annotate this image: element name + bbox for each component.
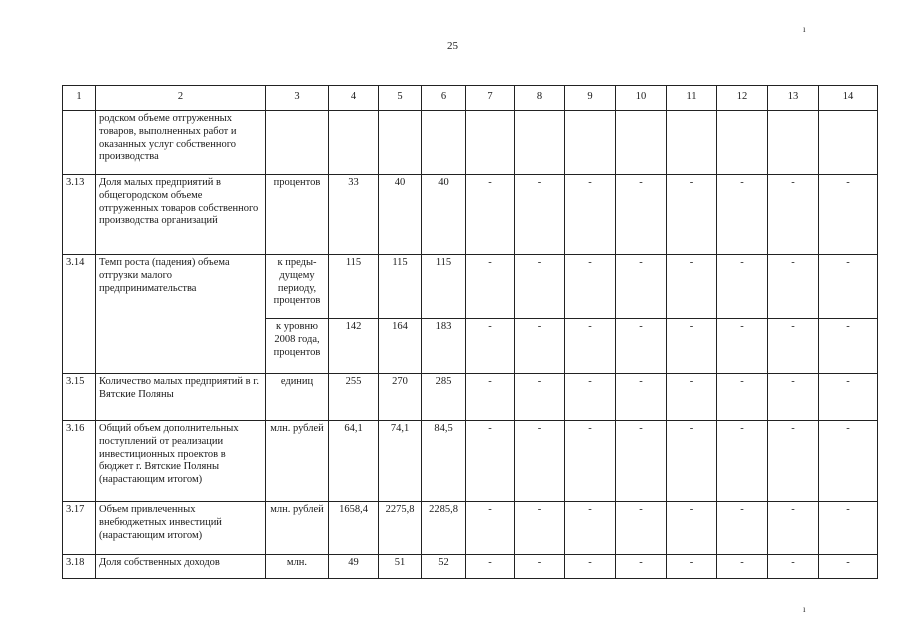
value-cell: - bbox=[466, 555, 515, 579]
value-cell: 1658,4 bbox=[329, 502, 379, 555]
value-cell: - bbox=[717, 555, 768, 579]
value-cell: - bbox=[515, 555, 565, 579]
value-cell: - bbox=[515, 421, 565, 502]
value-cell: - bbox=[565, 555, 616, 579]
value-cell: - bbox=[466, 374, 515, 421]
value-cell: - bbox=[565, 374, 616, 421]
value-cell: 52 bbox=[422, 555, 466, 579]
table-row bbox=[63, 255, 878, 319]
value-cell: - bbox=[515, 319, 565, 374]
row-number bbox=[63, 111, 96, 175]
value-cell bbox=[466, 111, 515, 175]
value-cell: - bbox=[515, 255, 565, 319]
value-cell: - bbox=[717, 421, 768, 502]
value-cell: 115 bbox=[422, 255, 466, 319]
row-label: Доля малых предприятий в общегородском объеме отгруженных товаров собственного производства организаций bbox=[96, 175, 266, 255]
row-number: 3.14 bbox=[63, 255, 96, 374]
column-header: 11 bbox=[667, 86, 717, 111]
value-cell: - bbox=[768, 421, 819, 502]
value-cell: - bbox=[466, 502, 515, 555]
value-cell: 255 bbox=[329, 374, 379, 421]
column-header: 6 bbox=[422, 86, 466, 111]
value-cell: - bbox=[819, 255, 878, 319]
value-cell: - bbox=[819, 421, 878, 502]
column-header: 14 bbox=[819, 86, 878, 111]
row-unit: процентов bbox=[266, 175, 329, 255]
value-cell: - bbox=[616, 555, 667, 579]
table-row bbox=[63, 502, 878, 555]
row-label: Общий объем дополнительных поступлений от реализации инвестиционных проектов в бюджет г. Вятские Поляны (нарастающим итогом) bbox=[96, 421, 266, 502]
column-header: 4 bbox=[329, 86, 379, 111]
value-cell: 2275,8 bbox=[379, 502, 422, 555]
value-cell: - bbox=[717, 502, 768, 555]
value-cell: - bbox=[565, 175, 616, 255]
column-header: 13 bbox=[768, 86, 819, 111]
row-number: 3.13 bbox=[63, 175, 96, 255]
value-cell: - bbox=[819, 555, 878, 579]
column-header: 3 bbox=[266, 86, 329, 111]
value-cell bbox=[515, 111, 565, 175]
value-cell: 40 bbox=[379, 175, 422, 255]
indicators-table bbox=[62, 85, 878, 579]
row-unit bbox=[266, 111, 329, 175]
column-header: 8 bbox=[515, 86, 565, 111]
value-cell: 115 bbox=[329, 255, 379, 319]
value-cell: - bbox=[466, 319, 515, 374]
column-header: 1 bbox=[63, 86, 96, 111]
value-cell: - bbox=[768, 502, 819, 555]
value-cell: - bbox=[819, 175, 878, 255]
value-cell: 64,1 bbox=[329, 421, 379, 502]
row-label: родском объеме отгруженных товаров, выполненных работ и оказанных услуг собственного производства bbox=[96, 111, 266, 175]
value-cell: - bbox=[819, 374, 878, 421]
value-cell: - bbox=[616, 175, 667, 255]
value-cell bbox=[329, 111, 379, 175]
value-cell: - bbox=[717, 319, 768, 374]
value-cell: - bbox=[768, 319, 819, 374]
value-cell: 40 bbox=[422, 175, 466, 255]
row-number: 3.17 bbox=[63, 502, 96, 555]
value-cell: 74,1 bbox=[379, 421, 422, 502]
value-cell: - bbox=[616, 255, 667, 319]
page-number: 25 bbox=[447, 40, 458, 52]
value-cell bbox=[422, 111, 466, 175]
value-cell: - bbox=[667, 374, 717, 421]
value-cell: 115 bbox=[379, 255, 422, 319]
value-cell bbox=[717, 111, 768, 175]
row-unit: млн. bbox=[266, 555, 329, 579]
value-cell: 33 bbox=[329, 175, 379, 255]
value-cell: 285 bbox=[422, 374, 466, 421]
value-cell: - bbox=[768, 255, 819, 319]
value-cell: - bbox=[717, 255, 768, 319]
column-header: 10 bbox=[616, 86, 667, 111]
value-cell bbox=[379, 111, 422, 175]
row-unit: единиц bbox=[266, 374, 329, 421]
value-cell bbox=[768, 111, 819, 175]
table-header-row bbox=[63, 86, 878, 111]
value-cell bbox=[616, 111, 667, 175]
column-header: 5 bbox=[379, 86, 422, 111]
value-cell: - bbox=[667, 175, 717, 255]
table-row bbox=[63, 111, 878, 175]
row-label: Доля собственных доходов bbox=[96, 555, 266, 579]
row-unit: млн. рублей bbox=[266, 421, 329, 502]
value-cell: - bbox=[616, 374, 667, 421]
table-row bbox=[63, 555, 878, 579]
row-number: 3.15 bbox=[63, 374, 96, 421]
row-label: Темп роста (падения) объема отгрузки малого предпринимательства bbox=[96, 255, 266, 374]
value-cell bbox=[819, 111, 878, 175]
value-cell: - bbox=[717, 175, 768, 255]
column-header: 9 bbox=[565, 86, 616, 111]
row-label: Количество малых предприятий в г. Вятские Поляны bbox=[96, 374, 266, 421]
value-cell: - bbox=[819, 319, 878, 374]
row-unit: к преды-дущему периоду, процентов bbox=[266, 255, 329, 319]
value-cell: - bbox=[667, 319, 717, 374]
value-cell: - bbox=[565, 319, 616, 374]
table-row bbox=[63, 175, 878, 255]
column-header: 12 bbox=[717, 86, 768, 111]
row-label: Объем привлеченных внебюджетных инвестиций (нарастающим итогом) bbox=[96, 502, 266, 555]
value-cell bbox=[565, 111, 616, 175]
value-cell: - bbox=[819, 502, 878, 555]
value-cell: 51 bbox=[379, 555, 422, 579]
value-cell: - bbox=[667, 555, 717, 579]
row-number: 3.16 bbox=[63, 421, 96, 502]
value-cell: - bbox=[717, 374, 768, 421]
row-number: 3.18 bbox=[63, 555, 96, 579]
value-cell: - bbox=[667, 255, 717, 319]
scan-speck: ı bbox=[803, 24, 806, 34]
value-cell: - bbox=[515, 502, 565, 555]
row-unit: млн. рублей bbox=[266, 502, 329, 555]
value-cell: - bbox=[616, 502, 667, 555]
value-cell: - bbox=[768, 555, 819, 579]
value-cell: 49 bbox=[329, 555, 379, 579]
value-cell: - bbox=[515, 374, 565, 421]
value-cell: - bbox=[667, 421, 717, 502]
value-cell: 164 bbox=[379, 319, 422, 374]
value-cell: - bbox=[515, 175, 565, 255]
value-cell: - bbox=[667, 502, 717, 555]
value-cell: - bbox=[565, 255, 616, 319]
value-cell bbox=[667, 111, 717, 175]
row-unit: к уровню 2008 года, процентов bbox=[266, 319, 329, 374]
value-cell: - bbox=[768, 374, 819, 421]
column-header: 2 bbox=[96, 86, 266, 111]
scan-speck: ı bbox=[803, 604, 806, 614]
value-cell: - bbox=[466, 421, 515, 502]
value-cell: 270 bbox=[379, 374, 422, 421]
column-header: 7 bbox=[466, 86, 515, 111]
value-cell: - bbox=[616, 319, 667, 374]
value-cell: - bbox=[466, 175, 515, 255]
table-row bbox=[63, 374, 878, 421]
value-cell: - bbox=[466, 255, 515, 319]
value-cell: 183 bbox=[422, 319, 466, 374]
value-cell: - bbox=[565, 502, 616, 555]
value-cell: 84,5 bbox=[422, 421, 466, 502]
value-cell: - bbox=[768, 175, 819, 255]
table-row bbox=[63, 421, 878, 502]
value-cell: - bbox=[616, 421, 667, 502]
value-cell: 2285,8 bbox=[422, 502, 466, 555]
value-cell: - bbox=[565, 421, 616, 502]
value-cell: 142 bbox=[329, 319, 379, 374]
